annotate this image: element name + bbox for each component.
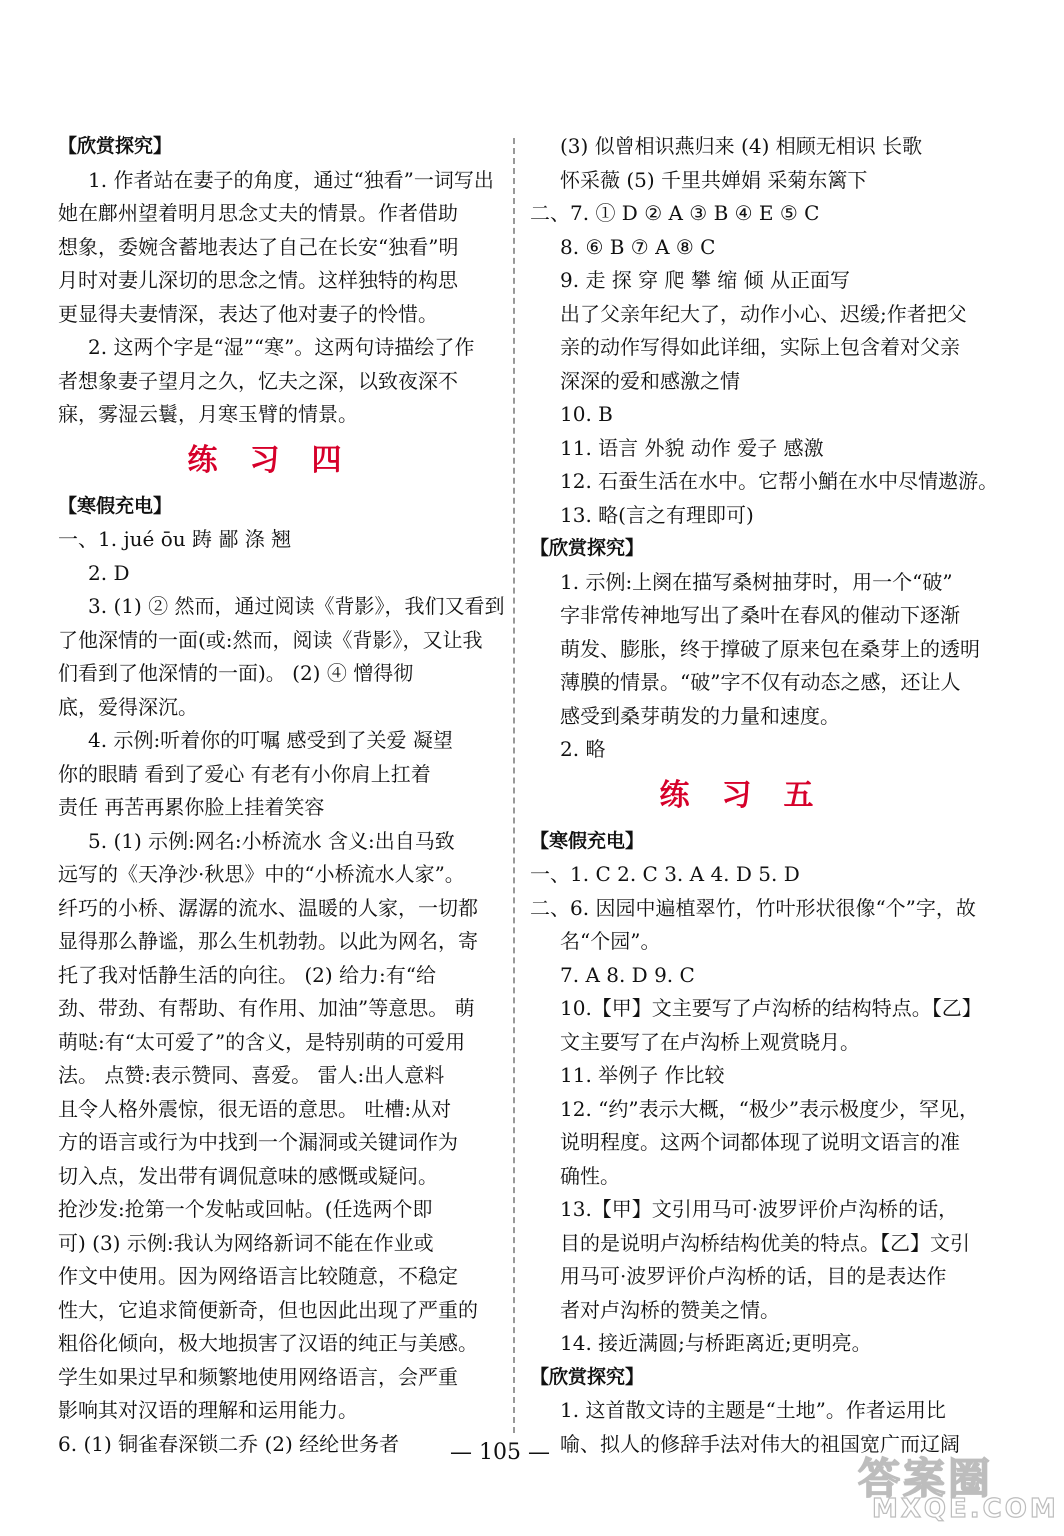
- text-line: 性大，它追求简便新奇，但也因此出现了严重的: [58, 1297, 478, 1322]
- text-line: 粗俗化倾向，极大地损害了汉语的纯正与美感。: [58, 1331, 478, 1355]
- text-line: 们看到了他深情的一面)。 (2) ④ 憎得彻: [58, 661, 414, 685]
- text-line: 底，爱得深沉。: [58, 694, 198, 719]
- text-line: 托了我对恬静生活的向往。 (2) 给力:有“给: [58, 962, 437, 987]
- text-line: (3) 似曾相识燕归来 (4) 相顾无相识 长歌: [560, 134, 923, 158]
- text-line: 学生如果过早和频繁地使用网络语言，会严重: [58, 1364, 458, 1389]
- watermark-top: 答案圈: [858, 1454, 994, 1503]
- section-label: 【欣赏探究】: [58, 135, 173, 157]
- text-line: 作文中使用。因为网络语言比较随意，不稳定: [58, 1264, 458, 1288]
- text-line: 用马可·波罗评价卢沟桥的话，目的是表达作: [560, 1264, 947, 1288]
- text-line: 14. 接近满圆;与桥距离近;更明亮。: [560, 1331, 872, 1355]
- column-divider: [513, 138, 515, 1433]
- section-heading: 练习四: [187, 442, 374, 478]
- text-line: 了他深情的一面(或:然而，阅读《背影》，又让我: [58, 627, 483, 652]
- text-line: 抢沙发:抢第一个发帖或回帖。(任选两个即: [58, 1197, 433, 1221]
- text-line: 可) (3) 示例:我认为网络新词不能在作业或: [58, 1230, 434, 1255]
- text-line: 二、7. ① D ② A ③ B ④ E ⑤ C: [530, 201, 820, 225]
- text-line: 1. 这首散文诗的主题是“土地”。作者运用比: [560, 1398, 946, 1422]
- text-line: 1. 示例:上阕在描写桑树抽芽时，用一个“破”: [560, 569, 953, 594]
- text-line: 萌哒:有“太可爱了”的含义，是特别萌的可爱用: [58, 1029, 466, 1054]
- text-line: 影响其对汉语的理解和运用能力。: [58, 1398, 358, 1422]
- text-line: 出了父亲年纪大了，动作小心、迟缓;作者把父: [560, 301, 967, 326]
- section-label: 【寒假充电】: [58, 494, 173, 517]
- text-line: 一、1. jué ōu 踌 鄙 涤 翘: [58, 527, 292, 551]
- text-line: 一、1. C 2. C 3. A 4. D 5. D: [530, 862, 800, 886]
- page-number: — 105 —: [450, 1440, 550, 1465]
- text-line: 切入点，发出带有调侃意味的感慨或疑问。: [58, 1163, 438, 1188]
- text-line: 寐，雾湿云鬟，月寒玉臂的情景。: [58, 402, 358, 426]
- text-line: 2. 这两个字是“湿”“寒”。这两句诗描绘了作: [88, 335, 475, 359]
- watermark-logo: [852, 1450, 1059, 1530]
- section-heading: 练习五: [659, 777, 846, 813]
- watermark-bottom: MXQE.COM: [872, 1494, 1059, 1524]
- section-label: 【寒假充电】: [530, 829, 645, 852]
- text-line: 她在鄜州望着明月思念丈夫的情景。作者借助: [58, 201, 458, 225]
- text-line: 5. (1) 示例:网名:小桥流水 含义:出自马致: [88, 828, 455, 853]
- section-label: 【欣赏探究】: [530, 1365, 645, 1388]
- text-line: 12. “约”表示大概，“极少”表示极度少，罕见，: [560, 1096, 980, 1121]
- text-line: 显得那么静谧，那么生机勃勃。以此为网名，寄: [58, 929, 478, 953]
- text-line: 2. D: [88, 560, 130, 585]
- text-line: 名“个园”。: [560, 929, 661, 953]
- text-line: 纤巧的小桥、潺潺的流水、温暖的人家，一切都: [58, 895, 478, 920]
- text-line: 萌发、膨胀，终于撑破了原来包在桑芽上的透明: [560, 636, 980, 661]
- text-line: 怀采薇 (5) 千里共婵娟 采菊东篱下: [560, 167, 868, 192]
- text-line: 月时对妻儿深切的思念之情。这样独特的构思: [58, 268, 458, 292]
- text-line: 感受到桑芽萌发的力量和速度。: [560, 703, 840, 728]
- text-line: 目的是说明卢沟桥结构优美的特点。【乙】文引: [560, 1230, 970, 1255]
- text-line: 深深的爱和感激之情: [560, 368, 740, 393]
- text-line: 喻、拟人的修辞手法对伟大的祖国宽广而辽阔: [560, 1431, 960, 1456]
- text-line: 亲的动作写得如此详细，实际上包含着对父亲: [560, 335, 960, 359]
- text-line: 13. 略(言之有理即可): [560, 502, 754, 527]
- text-line: 8. ⑥ B ⑦ A ⑧ C: [560, 234, 716, 259]
- left-column: [58, 130, 503, 1461]
- text-line: 劲、带劲、有帮助、有作用、加油”等意思。 萌: [58, 996, 475, 1020]
- text-line: 说明程度。这两个词都体现了说明文语言的准: [560, 1130, 960, 1154]
- text-line: 10. B: [560, 402, 613, 426]
- text-line: 文主要写了在卢沟桥上观赏晓月。: [560, 1029, 860, 1054]
- text-line: 责任 再苦再累你脸上挂着笑容: [58, 795, 325, 819]
- text-line: 方的语言或行为中找到一个漏洞或关键词作为: [58, 1130, 458, 1154]
- text-line: 远写的《天净沙·秋思》中的“小桥流水人家”。: [58, 862, 465, 886]
- text-line: 7. A 8. D 9. C: [560, 962, 695, 987]
- text-line: 且令人格外震惊，很无语的意思。 吐槽:从对: [58, 1096, 452, 1121]
- text-line: 你的眼睛 看到了爱心 有老有小你肩上扛着: [58, 761, 431, 786]
- text-line: 9. 走 探 穿 爬 攀 缩 倾 从正面写: [560, 268, 850, 292]
- text-line: 4. 示例:听着你的叮嘱 感受到了关爱 凝望: [88, 728, 453, 752]
- right-column: [530, 130, 999, 1461]
- text-line: 12. 石蚕生活在水中。它帮小鮹在水中尽情遨游。: [560, 469, 999, 493]
- text-line: 法。 点赞:表示赞同、喜爱。 雷人:出人意料: [58, 1063, 445, 1087]
- section-label: 【欣赏探究】: [530, 537, 645, 559]
- text-line: 想象，委婉含蓄地表达了自己在长安“独看”明: [58, 234, 459, 259]
- text-line: 1. 作者站在妻子的角度，通过“独看”一词写出: [88, 167, 494, 192]
- text-line: 10.【甲】文主要写了卢沟桥的结构特点。【乙】: [560, 996, 982, 1020]
- text-line: 者想象妻子望月之久，忆夫之深，以致夜深不: [58, 368, 458, 393]
- text-line: 二、6. 因园中遍植翠竹，竹叶形状很像“个”字，故: [530, 895, 976, 920]
- text-line: 确性。: [560, 1163, 620, 1188]
- text-line: 11. 语言 外貌 动作 爱子 感激: [560, 435, 824, 460]
- text-line: 13.【甲】文引用马可·波罗评价卢沟桥的话，: [560, 1197, 959, 1221]
- text-line: 者对卢沟桥的赞美之情。: [560, 1297, 780, 1322]
- text-line: 2. 略: [560, 737, 606, 761]
- text-line: 薄膜的情景。“破”字不仅有动态之感，还让人: [560, 670, 961, 694]
- text-line: 6. (1) 铜雀春深锁二乔 (2) 经纶世务者: [58, 1431, 400, 1456]
- text-line: 更显得夫妻情深，表达了他对妻子的怜惜。: [58, 301, 438, 326]
- text-line: 3. (1) ② 然而，通过阅读《背影》，我们又看到: [88, 594, 505, 618]
- text-line: 11. 举例子 作比较: [560, 1063, 725, 1087]
- text-line: 字非常传神地写出了桑叶在春风的催动下逐渐: [560, 603, 960, 627]
